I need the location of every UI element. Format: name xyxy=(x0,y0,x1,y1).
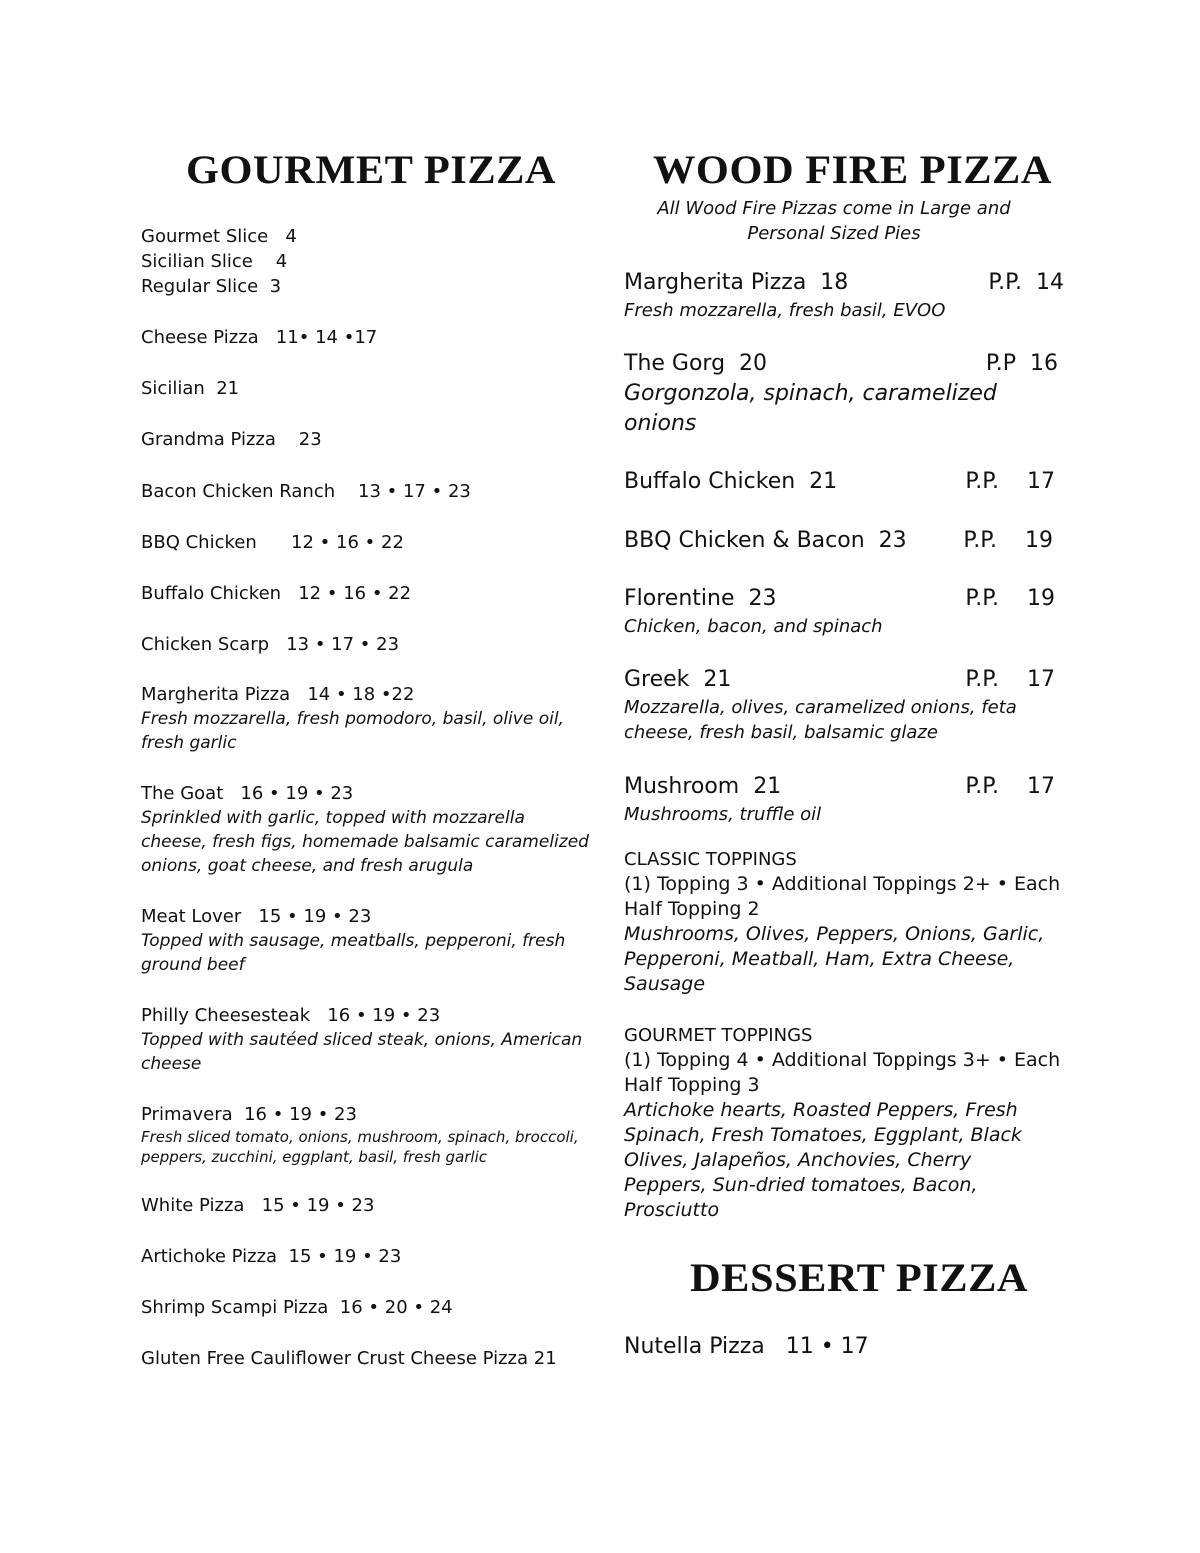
wood-fire-item xyxy=(624,526,1064,556)
menu-item xyxy=(141,581,591,606)
menu-item-description: Fresh sliced tomato, onions, mushroom, spinach, broccoli, peppers, zucchini, eggplant, basil, fresh garlic xyxy=(141,1128,579,1166)
menu-item xyxy=(141,1346,561,1371)
gourmet-toppings-pricing: (1) Topping 4 • Additional Toppings 3+ • Each Half Topping 3 xyxy=(624,1049,1061,1096)
menu-item-description: Topped with sautéed sliced steak, onions, American cheese xyxy=(141,1030,583,1074)
menu-item xyxy=(141,632,591,657)
personal-pie-price: P.P. 17 xyxy=(965,774,1055,799)
menu-item xyxy=(141,904,591,977)
menu-item xyxy=(141,1102,591,1167)
gourmet-toppings-heading: GOURMET TOPPINGS xyxy=(624,1025,813,1046)
wood-fire-item-name: Florentine 23 xyxy=(624,586,777,611)
wood-fire-subtitle: All Wood Fire Pizzas come in Large and Personal Sized Pies xyxy=(657,198,1011,244)
menu-item xyxy=(141,530,591,555)
menu-item xyxy=(141,1295,591,1320)
gourmet-pizza-heading: GOURMET PIZZA xyxy=(186,147,557,192)
menu-item xyxy=(141,376,591,401)
wood-fire-item-description: Gorgonzola, spinach, caramelized onions xyxy=(624,381,997,436)
wood-fire-item xyxy=(624,268,1064,323)
classic-toppings-heading: CLASSIC TOPPINGS xyxy=(624,849,797,870)
menu-item-name: Buffalo Chicken 12 • 16 • 22 xyxy=(141,583,412,604)
menu-item xyxy=(141,781,591,878)
wood-fire-item-description: Mozzarella, olives, caramelized onions, feta cheese, fresh basil, balsamic glaze xyxy=(624,697,1017,743)
menu-item-name: Shrimp Scampi Pizza 16 • 20 • 24 xyxy=(141,1297,453,1318)
menu-item xyxy=(141,682,591,755)
wood-fire-item-name: Buffalo Chicken 21 xyxy=(624,469,838,494)
menu-item-name: Meat Lover 15 • 19 • 23 xyxy=(141,906,372,927)
wood-fire-item xyxy=(624,467,1064,497)
menu-item-name: Primavera 16 • 19 • 23 xyxy=(141,1104,357,1125)
gourmet-pizza-list xyxy=(141,224,591,1371)
menu-item-name: Grandma Pizza 23 xyxy=(141,429,322,450)
wood-fire-pizza-heading: WOOD FIRE PIZZA xyxy=(653,147,1053,192)
gourmet-toppings-section xyxy=(624,1023,1064,1223)
wood-fire-item-name: Greek 21 xyxy=(624,667,732,692)
menu-item-name: Cheese Pizza 11• 14 •17 xyxy=(141,327,378,348)
wood-fire-item-description: Fresh mozzarella, fresh basil, EVOO xyxy=(624,300,946,321)
menu-item-name: Philly Cheesesteak 16 • 19 • 23 xyxy=(141,1005,441,1026)
menu-item-description: Topped with sausage, meatballs, pepperoni, fresh ground beef xyxy=(141,931,566,975)
menu-item-name: Margherita Pizza 14 • 18 •22 xyxy=(141,684,415,705)
wood-fire-item-name: Margherita Pizza 18 xyxy=(624,270,849,295)
menu-item-name: The Goat 16 • 19 • 23 xyxy=(141,783,354,804)
menu-item-name: White Pizza 15 • 19 • 23 xyxy=(141,1195,375,1216)
personal-pie-price: P.P 16 xyxy=(985,351,1058,376)
wood-fire-item xyxy=(624,772,1064,827)
slice-item: Regular Slice 3 xyxy=(141,276,282,297)
personal-pie-price: P.P. 14 xyxy=(988,270,1064,295)
gourmet-toppings-list: Artichoke hearts, Roasted Peppers, Fresh Spinach, Fresh Tomatoes, Eggplant, Black Olives, Jalapeños, Anchovies, Cherry Peppers, Sun-dried tomatoes, Bacon, Prosciutto xyxy=(624,1099,1022,1221)
slice-item: Gourmet Slice 4 xyxy=(141,226,297,247)
wood-fire-item xyxy=(624,584,1064,639)
menu-item xyxy=(141,1003,591,1076)
menu-item xyxy=(141,1244,591,1269)
dessert-pizza-heading: DESSERT PIZZA xyxy=(690,1255,1029,1300)
wood-fire-item-name: The Gorg 20 xyxy=(624,351,768,376)
wood-fire-item-description: Chicken, bacon, and spinach xyxy=(624,616,883,637)
personal-pie-price: P.P. 19 xyxy=(965,586,1055,611)
wood-fire-item xyxy=(624,665,1064,745)
menu-item xyxy=(141,1193,591,1218)
classic-toppings-pricing: (1) Topping 3 • Additional Toppings 2+ • Each Half Topping 2 xyxy=(624,873,1061,920)
personal-pie-price: P.P. 19 xyxy=(963,528,1053,553)
classic-toppings-section xyxy=(624,847,1064,997)
personal-pie-price: P.P. 17 xyxy=(965,469,1055,494)
menu-item-description: Fresh mozzarella, fresh pomodoro, basil, olive oil, fresh garlic xyxy=(141,709,564,753)
wood-fire-item-name: BBQ Chicken & Bacon 23 xyxy=(624,528,907,553)
dessert-item: Nutella Pizza 11 • 17 xyxy=(624,1334,869,1359)
menu-item xyxy=(141,325,591,350)
menu-item-name: Artichoke Pizza 15 • 19 • 23 xyxy=(141,1246,402,1267)
menu-item-name: Sicilian 21 xyxy=(141,378,240,399)
menu-item xyxy=(141,427,591,452)
classic-toppings-list: Mushrooms, Olives, Peppers, Onions, Garlic, Pepperoni, Meatball, Ham, Extra Cheese, Sausage xyxy=(624,923,1045,995)
wood-fire-pizza-list xyxy=(624,268,1064,1223)
slice-item: Sicilian Slice 4 xyxy=(141,251,288,272)
wood-fire-item-description: Mushrooms, truffle oil xyxy=(624,804,822,825)
slices-group xyxy=(141,224,591,299)
menu-item-name: Bacon Chicken Ranch 13 • 17 • 23 xyxy=(141,481,471,502)
menu-item-description: Sprinkled with garlic, topped with mozzarella cheese, fresh figs, homemade balsamic caramelized onions, goat cheese, and fresh arugula xyxy=(141,808,589,876)
menu-item-name: BBQ Chicken 12 • 16 • 22 xyxy=(141,532,404,553)
menu-item-name: Gluten Free Cauliflower Crust Cheese Pizza 21 xyxy=(141,1348,557,1369)
wood-fire-item xyxy=(624,349,1064,439)
personal-pie-price: P.P. 17 xyxy=(965,667,1055,692)
wood-fire-item-name: Mushroom 21 xyxy=(624,774,782,799)
menu-item-name: Chicken Scarp 13 • 17 • 23 xyxy=(141,634,400,655)
menu-item xyxy=(141,479,591,504)
